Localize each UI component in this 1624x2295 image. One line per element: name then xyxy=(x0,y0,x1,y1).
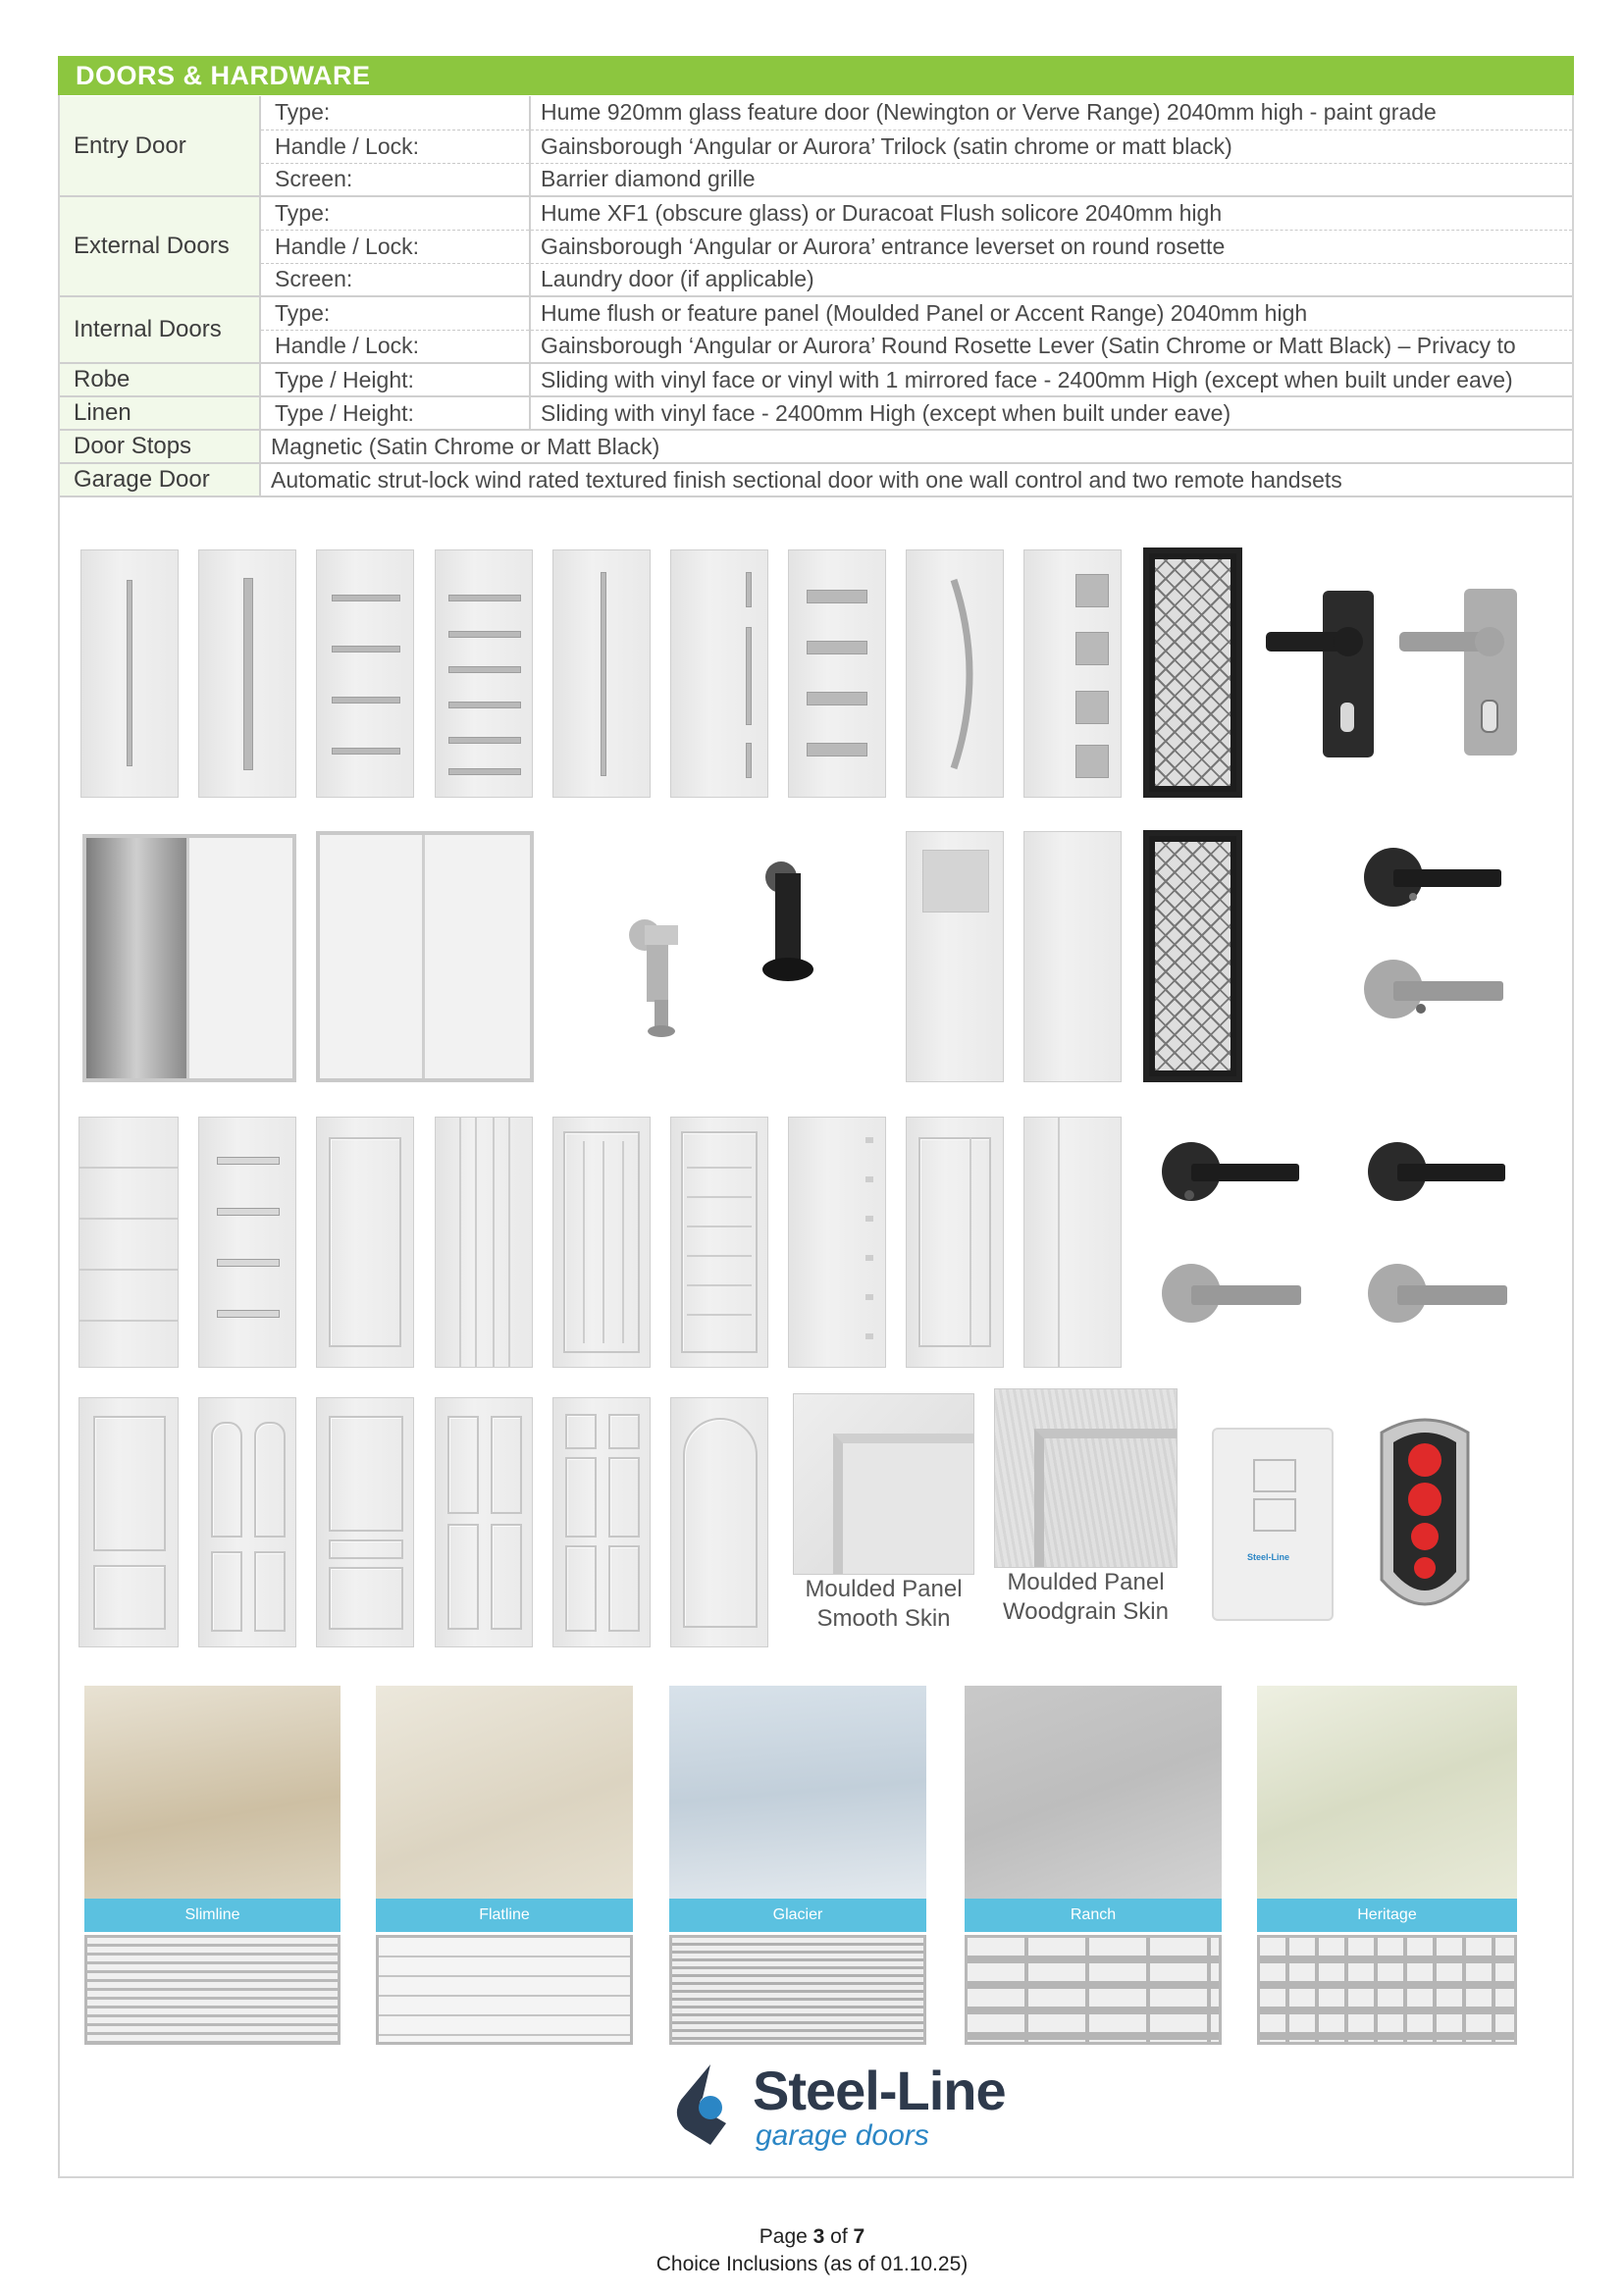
internal-door-image xyxy=(316,1117,414,1368)
entry-door-image xyxy=(1023,549,1122,798)
woodgrain-skin-sample xyxy=(994,1388,1178,1568)
internal-door-image xyxy=(788,1117,886,1368)
laundry-screen-image xyxy=(1143,830,1242,1082)
garage-profile-flatline xyxy=(376,1686,633,2045)
wall-control-brand: Steel-Line xyxy=(1247,1552,1290,1562)
moulded-panel-door-image xyxy=(670,1397,768,1647)
caption-line: Moulded Panel xyxy=(805,1576,963,1602)
internal-door-image xyxy=(79,1117,179,1368)
profile-label: Heritage xyxy=(1257,1899,1517,1932)
passage-lever-chrome-image xyxy=(1366,1258,1523,1336)
internal-door-image xyxy=(198,1117,296,1368)
garage-profile-heritage xyxy=(1257,1686,1517,2045)
caption-line: Moulded Panel xyxy=(1007,1569,1165,1595)
row-value: Gainsborough ‘Angular or Aurora’ Trilock (satin chrome or matt black) xyxy=(530,130,1572,163)
leverset-black-image xyxy=(1362,844,1519,922)
row-label: Type / Height: xyxy=(260,396,530,430)
privacy-lever-black-image xyxy=(1160,1138,1317,1217)
profile-label: Glacier xyxy=(669,1899,926,1932)
trilock-chrome-image xyxy=(1393,585,1531,761)
row-label: Screen: xyxy=(260,263,530,296)
row-value: Automatic strut-lock wind rated textured finish sectional door with one wall control and two remote handsets xyxy=(260,463,1572,496)
caption-line: Smooth Skin xyxy=(816,1605,951,1632)
robe-vinyl-image xyxy=(316,831,534,1082)
woodgrain-skin-caption xyxy=(994,1568,1178,1627)
trilock-black-image xyxy=(1266,585,1393,761)
entry-door-image xyxy=(670,549,768,798)
row-label: Type: xyxy=(260,96,530,130)
page-prefix: Page xyxy=(759,2225,813,2248)
moulded-panel-door-image xyxy=(79,1397,179,1647)
row-label: Handle / Lock: xyxy=(260,230,530,263)
category-garage-door: Garage Door xyxy=(60,463,260,496)
steel-line-logo-icon xyxy=(667,2060,746,2149)
entry-door-image xyxy=(316,549,414,798)
internal-door-image xyxy=(435,1117,533,1368)
profile-label: Flatline xyxy=(376,1899,633,1932)
category-internal-doors: Internal Doors xyxy=(60,296,260,363)
profile-label: Slimline xyxy=(84,1899,341,1932)
garage-profile-slimline xyxy=(84,1686,341,2045)
category-external-doors: External Doors xyxy=(60,196,260,296)
smooth-skin-sample xyxy=(793,1393,974,1575)
profile-label: Ranch xyxy=(965,1899,1222,1932)
moulded-panel-door-image xyxy=(435,1397,533,1647)
logo-wordmark: Steel-Line xyxy=(753,2060,1006,2121)
entry-door-image xyxy=(906,549,1004,798)
moulded-panel-door-image xyxy=(198,1397,296,1647)
entry-door-image xyxy=(788,549,886,798)
garage-profile-glacier xyxy=(669,1686,926,2045)
category-door-stops: Door Stops xyxy=(60,430,260,463)
current-page: 3 xyxy=(812,2225,825,2248)
privacy-lever-chrome-image xyxy=(1160,1258,1317,1336)
row-label: Type: xyxy=(260,196,530,230)
row-label: Type: xyxy=(260,296,530,330)
logo-tagline: garage doors xyxy=(756,2119,929,2152)
row-value: Barrier diamond grille xyxy=(530,163,1572,196)
robe-mirror-image xyxy=(82,834,296,1082)
entry-door-image xyxy=(552,549,651,798)
garage-profile-ranch xyxy=(965,1686,1222,2045)
internal-door-image xyxy=(906,1117,1004,1368)
page-number xyxy=(0,2225,1624,2249)
row-label: Handle / Lock: xyxy=(260,330,530,363)
row-label: Handle / Lock: xyxy=(260,130,530,163)
row-label: Screen: xyxy=(260,163,530,196)
entry-door-image xyxy=(435,549,533,798)
entry-door-image xyxy=(80,549,179,798)
inclusions-note: Choice Inclusions (as of 01.10.25) xyxy=(655,2253,969,2275)
diamond-grille-screen-image xyxy=(1143,548,1242,798)
external-door-image xyxy=(906,831,1004,1082)
leverset-chrome-image xyxy=(1362,952,1519,1030)
external-door-image xyxy=(1023,831,1122,1082)
door-stop-black-image xyxy=(756,854,824,991)
moulded-panel-door-image xyxy=(552,1397,651,1647)
category-linen: Linen xyxy=(60,396,260,430)
category-robe: Robe xyxy=(60,363,260,396)
internal-door-image xyxy=(552,1117,651,1368)
entry-door-image xyxy=(198,549,296,798)
moulded-panel-door-image xyxy=(316,1397,414,1647)
category-entry-door: Entry Door xyxy=(60,96,260,196)
row-value: Magnetic (Satin Chrome or Matt Black) xyxy=(260,430,1572,463)
total-pages: 7 xyxy=(853,2225,865,2248)
row-value: Hume XF1 (obscure glass) or Duracoat Flush solicore 2040mm high xyxy=(530,196,1572,230)
row-value: Laundry door (if applicable) xyxy=(530,263,1572,296)
page-of: of xyxy=(824,2225,854,2248)
row-value: Sliding with vinyl face - 2400mm High (except when built under eave) xyxy=(530,396,1572,430)
remote-handset-image xyxy=(1372,1413,1478,1624)
door-stop-chrome-image xyxy=(623,908,692,1040)
row-value: Gainsborough ‘Angular or Aurora’ Round Rosette Lever (Satin Chrome or Matt Black) – Privacy to xyxy=(530,330,1572,363)
row-value: Hume 920mm glass feature door (Newington or Verve Range) 2040mm high - paint grade xyxy=(530,96,1572,130)
row-label: Type / Height: xyxy=(260,363,530,396)
smooth-skin-caption xyxy=(793,1575,974,1634)
row-value: Sliding with vinyl face or vinyl with 1 mirrored face - 2400mm High (except when built under eave) xyxy=(530,363,1572,396)
internal-door-image xyxy=(670,1117,768,1368)
wall-control-image xyxy=(1212,1428,1334,1621)
caption-line: Woodgrain Skin xyxy=(1003,1598,1169,1625)
internal-door-image xyxy=(1023,1117,1122,1368)
row-value: Hume flush or feature panel (Moulded Panel or Accent Range) 2040mm high xyxy=(530,296,1572,330)
section-title: DOORS & HARDWARE xyxy=(58,56,1574,95)
passage-lever-black-image xyxy=(1366,1138,1523,1217)
row-value: Gainsborough ‘Angular or Aurora’ entrance leverset on round rosette xyxy=(530,230,1572,263)
